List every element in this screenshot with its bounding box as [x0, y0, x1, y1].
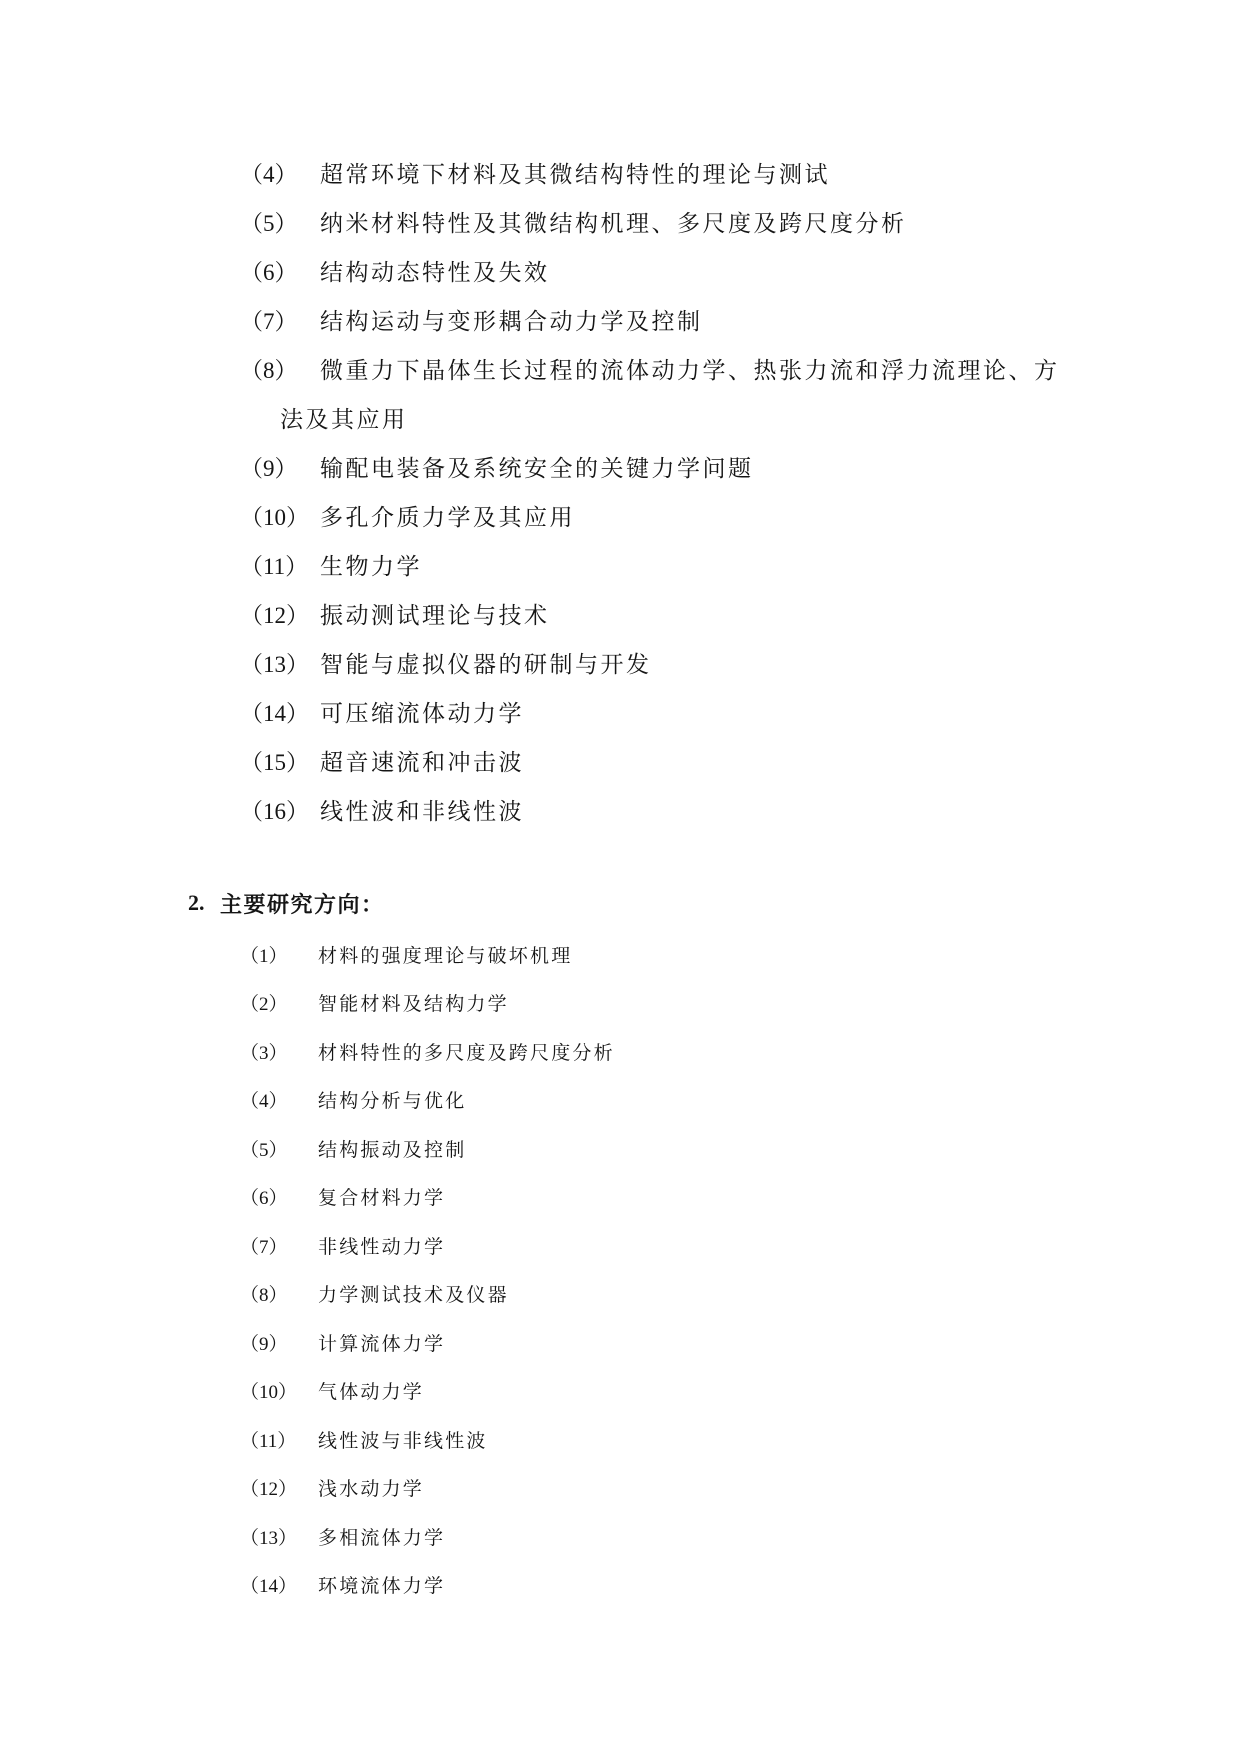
item-number: （4） [240, 162, 298, 187]
item-text: 结构分析与优化 [318, 1091, 467, 1113]
item-text: 可压缩流体动力学 [320, 701, 524, 726]
item-text: 智能与虚拟仪器的研制与开发 [320, 652, 652, 677]
section-heading-title: 主要研究方向： [220, 891, 385, 917]
item-number: （11） [240, 554, 309, 579]
list-item [240, 148, 1241, 197]
item-text: 超音速流和冲击波 [320, 750, 524, 775]
item-text: 输配电装备及系统安全的关键力学问题 [320, 456, 754, 481]
item-number: （6） [240, 260, 298, 285]
item-text: 材料特性的多尺度及跨尺度分析 [318, 1042, 615, 1064]
item-text: 结构动态特性及失效 [320, 260, 550, 285]
list-item [240, 295, 1241, 344]
list-item [240, 638, 1241, 687]
list-item [240, 1464, 1241, 1513]
list-item [240, 197, 1241, 246]
list-item [240, 1076, 1241, 1125]
list-item [240, 589, 1241, 638]
list-item [240, 1561, 1241, 1610]
item-number: （12） [240, 603, 309, 628]
list-item [240, 1318, 1241, 1367]
item-text: 线性波和非线性波 [320, 799, 524, 824]
item-number: （10） [240, 1382, 298, 1404]
item-text: 材料的强度理论与破坏机理 [318, 945, 573, 967]
item-text: 复合材料力学 [318, 1188, 446, 1210]
item-text: 智能材料及结构力学 [318, 994, 509, 1016]
list-item [240, 1270, 1241, 1319]
item-number: （9） [240, 1333, 288, 1355]
item-text: 力学测试技术及仪器 [318, 1285, 509, 1307]
item-text: 纳米材料特性及其微结构机理、多尺度及跨尺度分析 [320, 211, 907, 236]
item-number: （10） [240, 505, 309, 530]
item-text: 计算流体力学 [318, 1333, 446, 1355]
item-number: （7） [240, 1236, 288, 1258]
research-directions-list [0, 930, 1241, 1609]
item-number: （14） [240, 1576, 298, 1598]
list-item [240, 442, 1241, 491]
item-text: 多孔介质力学及其应用 [320, 505, 575, 530]
item-number: （5） [240, 1139, 288, 1161]
list-item [240, 344, 1241, 393]
list-item [240, 1415, 1241, 1464]
item-number: （3） [240, 1042, 288, 1064]
item-text: 环境流体力学 [318, 1576, 446, 1598]
list-item [240, 687, 1241, 736]
list-item [240, 1027, 1241, 1076]
research-topics-list [0, 0, 1241, 834]
item-number: （11） [240, 1430, 297, 1452]
item-number: （7） [240, 309, 298, 334]
list-item [240, 1124, 1241, 1173]
list-item [240, 736, 1241, 785]
item-number: （9） [240, 456, 298, 481]
item-text: 浅水动力学 [318, 1479, 425, 1501]
item-text-continuation: 法及其应用 [280, 407, 408, 432]
item-text: 线性波与非线性波 [318, 1430, 488, 1452]
list-item [240, 1512, 1241, 1561]
item-text: 结构运动与变形耦合动力学及控制 [320, 309, 703, 334]
item-text: 微重力下晶体生长过程的流体动力学、热张力流和浮力流理论、方 [320, 358, 1060, 383]
item-number: （4） [240, 1091, 288, 1113]
item-text: 结构振动及控制 [318, 1139, 467, 1161]
list-item [240, 1173, 1241, 1222]
item-number: （6） [240, 1188, 288, 1210]
item-number: （5） [240, 211, 298, 236]
item-number: （13） [240, 1527, 298, 1549]
item-text: 超常环境下材料及其微结构特性的理论与测试 [320, 162, 830, 187]
list-item [240, 930, 1241, 979]
item-text: 气体动力学 [318, 1382, 425, 1404]
item-number: （12） [240, 1479, 298, 1501]
list-item [240, 979, 1241, 1028]
item-number: （2） [240, 994, 288, 1016]
item-text: 振动测试理论与技术 [320, 603, 550, 628]
item-text: 多相流体力学 [318, 1527, 446, 1549]
item-text: 生物力学 [320, 554, 422, 579]
item-number: （14） [240, 701, 309, 726]
item-number: （8） [240, 1285, 288, 1307]
item-number: （15） [240, 750, 309, 775]
list-item [240, 246, 1241, 295]
section-heading [188, 886, 1241, 920]
list-item [240, 491, 1241, 540]
list-item [240, 1367, 1241, 1416]
item-text: 非线性动力学 [318, 1236, 446, 1258]
list-item [240, 785, 1241, 834]
list-item [240, 1221, 1241, 1270]
list-item [240, 540, 1241, 589]
list-item-continuation [280, 393, 1241, 442]
item-number: （13） [240, 652, 309, 677]
item-number: （1） [240, 945, 288, 967]
item-number: （16） [240, 799, 309, 824]
section-heading-number: 2. [188, 890, 205, 915]
item-number: （8） [240, 358, 298, 383]
